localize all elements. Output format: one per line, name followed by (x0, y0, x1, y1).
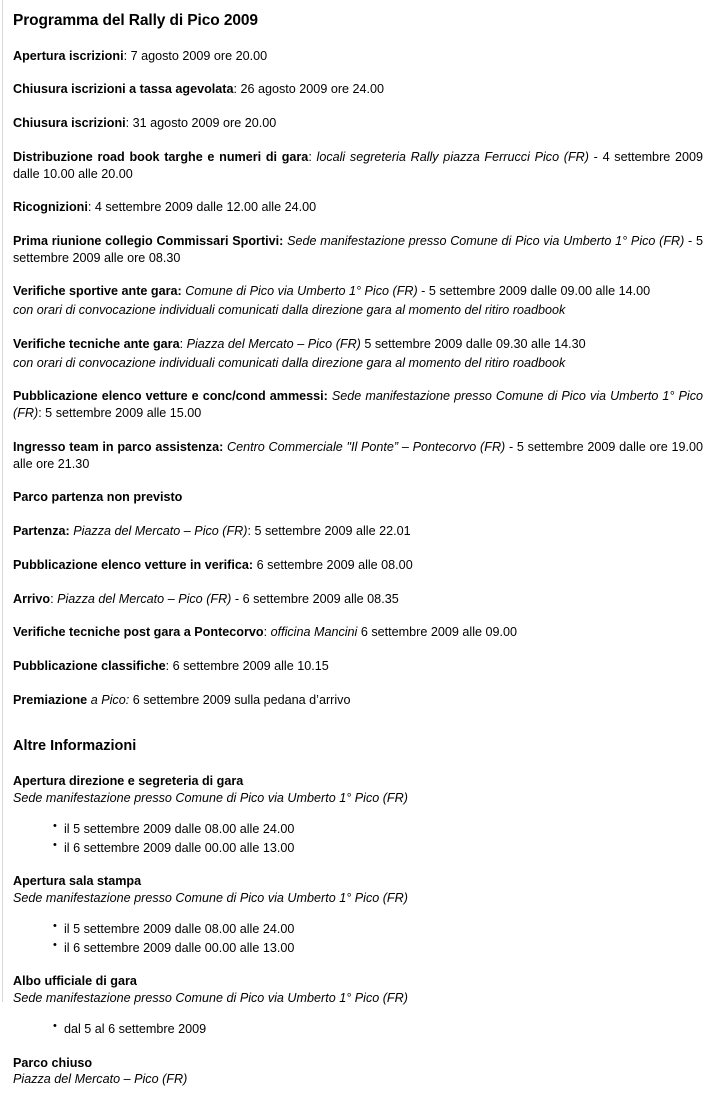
program-entry-label: Pubblicazione elenco vetture in verifica: (13, 557, 254, 572)
program-entry-location: Piazza del Mercato – Pico (FR) (73, 524, 248, 539)
program-entry-schedule: 5 settembre 2009 dalle 09.30 alle 14.30 (360, 336, 586, 351)
program-list (13, 48, 703, 709)
program-entry-location: Centro Commerciale "Il Ponte” – Pontecorvo (FR) (227, 439, 506, 454)
program-entry (13, 439, 703, 472)
info-block (13, 773, 703, 806)
info-block-heading: Parco chiuso (13, 1055, 93, 1070)
list-item: • il 5 settembre 2009 dalle 08.00 alle 24.00 (55, 920, 703, 938)
program-entry-schedule: - 5 settembre 2009 alle ore 08.30 (13, 234, 703, 265)
program-entry-schedule: : 5 settembre 2009 alle 15.00 (38, 406, 202, 421)
program-entry-schedule: - 4 settembre 2009 dalle 10.00 alle 20.00 (13, 149, 703, 181)
program-entry (13, 692, 703, 709)
program-entry-location: officina Mancini (270, 625, 358, 640)
program-entry-label: Verifiche tecniche ante gara (13, 336, 180, 351)
program-entry-label: Verifiche tecniche post gara a Pontecorvo (13, 625, 264, 640)
program-entry-schedule: 6 settembre 2009 alle 09.00 (357, 625, 518, 640)
info-block-location: Piazza del Mercato – Pico (FR) (13, 1072, 188, 1087)
program-entry: Pubblicazione classifiche: 6 settembre 2009 alle 10.15 (13, 659, 329, 674)
program-entry: Arrivo: Piazza del Mercato – Pico (FR) - 6 settembre 2009 alle 08.35 (13, 591, 399, 606)
program-entry-value: 26 agosto 2009 ore 24.00 (240, 82, 385, 97)
program-entry-location: a Pico: (90, 692, 130, 707)
list-item: • il 5 settembre 2009 dalle 08.00 alle 24.00 (55, 820, 703, 838)
info-block-location: Sede manifestazione presso Comune di Pico via Umberto 1° Pico (FR) (13, 990, 408, 1005)
block-spacer (13, 1092, 703, 1100)
program-entry: Chiusura iscrizioni a tassa agevolata: 26 agosto 2009 ore 24.00 (13, 82, 385, 97)
program-entry-label: Chiusura iscrizioni a tassa agevolata (13, 82, 234, 97)
program-entry-label: Arrivo (13, 591, 51, 606)
program-entry-subnote: con orari di convocazione individuali comunicati dalla direzione gara al momento del ritiro roadbook (13, 355, 566, 370)
program-entry (13, 523, 703, 540)
program-entry-value: 4 settembre 2009 dalle 12.00 alle 24.00 (94, 200, 317, 215)
program-entry-label: Pubblicazione classifiche (13, 659, 166, 674)
program-entry-value: 6 settembre 2009 alle 08.00 (256, 557, 413, 572)
program-entry-label: Ricognizioni (13, 200, 88, 215)
program-entry-schedule: - 5 settembre 2009 dalle 09.00 alle 14.00 (417, 284, 651, 299)
program-entry-location: Sede manifestazione presso Comune di Pico via Umberto 1° Pico (FR) (13, 389, 703, 421)
info-block-times-list (13, 820, 703, 857)
program-entry-subnote: con orari di convocazione individuali comunicati dalla direzione gara al momento del ritiro roadbook (13, 303, 566, 318)
program-entry-label: Ingresso team in parco assistenza: (13, 439, 224, 454)
program-entry-location: locali segreteria Rally piazza Ferrucci Pico (FR) (316, 149, 589, 164)
info-block-times-list (13, 1020, 703, 1038)
program-entry-label: Partenza: (13, 524, 70, 539)
info-block-location: Sede manifestazione presso Comune di Pico via Umberto 1° Pico (FR) (13, 790, 408, 805)
info-block (13, 973, 703, 1006)
program-entry: Chiusura iscrizioni: 31 agosto 2009 ore 20.00 (13, 116, 277, 131)
program-entry-label: Parco partenza non previsto (13, 490, 183, 505)
program-entry-label: Apertura iscrizioni (13, 48, 124, 63)
program-entry-value: 6 settembre 2009 alle 10.15 (172, 659, 329, 674)
program-entry-schedule: : 5 settembre 2009 alle 22.01 (247, 524, 411, 539)
info-block (13, 1055, 703, 1088)
program-entry: Verifiche tecniche post gara a Pontecorvo: officina Mancini 6 settembre 2009 alle 09.00 (13, 625, 518, 640)
info-block-heading: Apertura sala stampa (13, 873, 142, 888)
program-entry-value: 31 agosto 2009 ore 20.00 (132, 116, 277, 131)
list-item: • dal 5 al 6 settembre 2009 (55, 1020, 703, 1038)
program-entry-value: 7 agosto 2009 ore 20.00 (130, 48, 268, 63)
program-entry-label: Pubblicazione elenco vetture e conc/cond ammessi: (13, 389, 328, 404)
program-entry-schedule: 6 settembre 2009 sulla pedana d’arrivo (129, 692, 351, 707)
program-entry-location: Sede manifestazione presso Comune di Pico via Umberto 1° Pico (FR) (287, 234, 685, 248)
info-block-heading: Apertura direzione e segreteria di gara (13, 773, 244, 788)
info-block-location: Sede manifestazione presso Comune di Pico via Umberto 1° Pico (FR) (13, 890, 408, 905)
program-entry-location: Piazza del Mercato – Pico (FR) (186, 336, 361, 351)
page-title: Programma del Rally di Pico 2009 (13, 12, 258, 29)
program-entry: Verifiche tecniche ante gara: Piazza del Mercato – Pico (FR) 5 settembre 2009 dalle 09.30 alle 14.30 (13, 336, 586, 351)
program-entry-label: Chiusura iscrizioni (13, 116, 126, 131)
section-title-altre-informazioni: Altre Informazioni (13, 738, 137, 755)
program-entry (13, 233, 703, 266)
program-entry (13, 283, 703, 300)
program-entry-schedule: - 6 settembre 2009 alle 08.35 (231, 591, 399, 606)
program-entry (13, 489, 703, 506)
program-entry-label: Verifiche sportive ante gara: (13, 284, 182, 299)
list-item: • il 6 settembre 2009 dalle 00.00 alle 13.00 (55, 939, 703, 957)
program-entry-schedule: - 5 settembre 2009 dalle ore 19.00 alle ore 21.30 (13, 439, 703, 471)
program-entry: Distribuzione road book targhe e numeri di gara: locali segreteria Rally piazza Ferrucci Pico (FR) - 4 settembre 2009 dalle 10.00 alle 20.00 (13, 149, 703, 181)
program-entry-label: Prima riunione collegio Commissari Sportivi: (13, 234, 284, 248)
program-entry: Ricognizioni: 4 settembre 2009 dalle 12.00 alle 24.00 (13, 200, 317, 215)
program-entry (13, 557, 703, 574)
program-entry (13, 388, 703, 421)
program-entry-label: Distribuzione road book targhe e numeri di gara (13, 149, 309, 164)
page-left-rule (2, 0, 3, 1002)
info-block-heading: Albo ufficiale di gara (13, 973, 137, 988)
list-item: • il 6 settembre 2009 dalle 00.00 alle 13.00 (55, 839, 703, 857)
other-info-list (13, 773, 703, 1100)
program-entry-label: Premiazione (13, 692, 88, 707)
program-entry: Apertura iscrizioni: 7 agosto 2009 ore 20.00 (13, 48, 268, 63)
program-entry-location: Piazza del Mercato – Pico (FR) (57, 591, 232, 606)
program-entry-location: Comune di Pico via Umberto 1° Pico (FR) (185, 284, 418, 299)
info-block (13, 873, 703, 906)
info-block-times-list (13, 920, 703, 957)
